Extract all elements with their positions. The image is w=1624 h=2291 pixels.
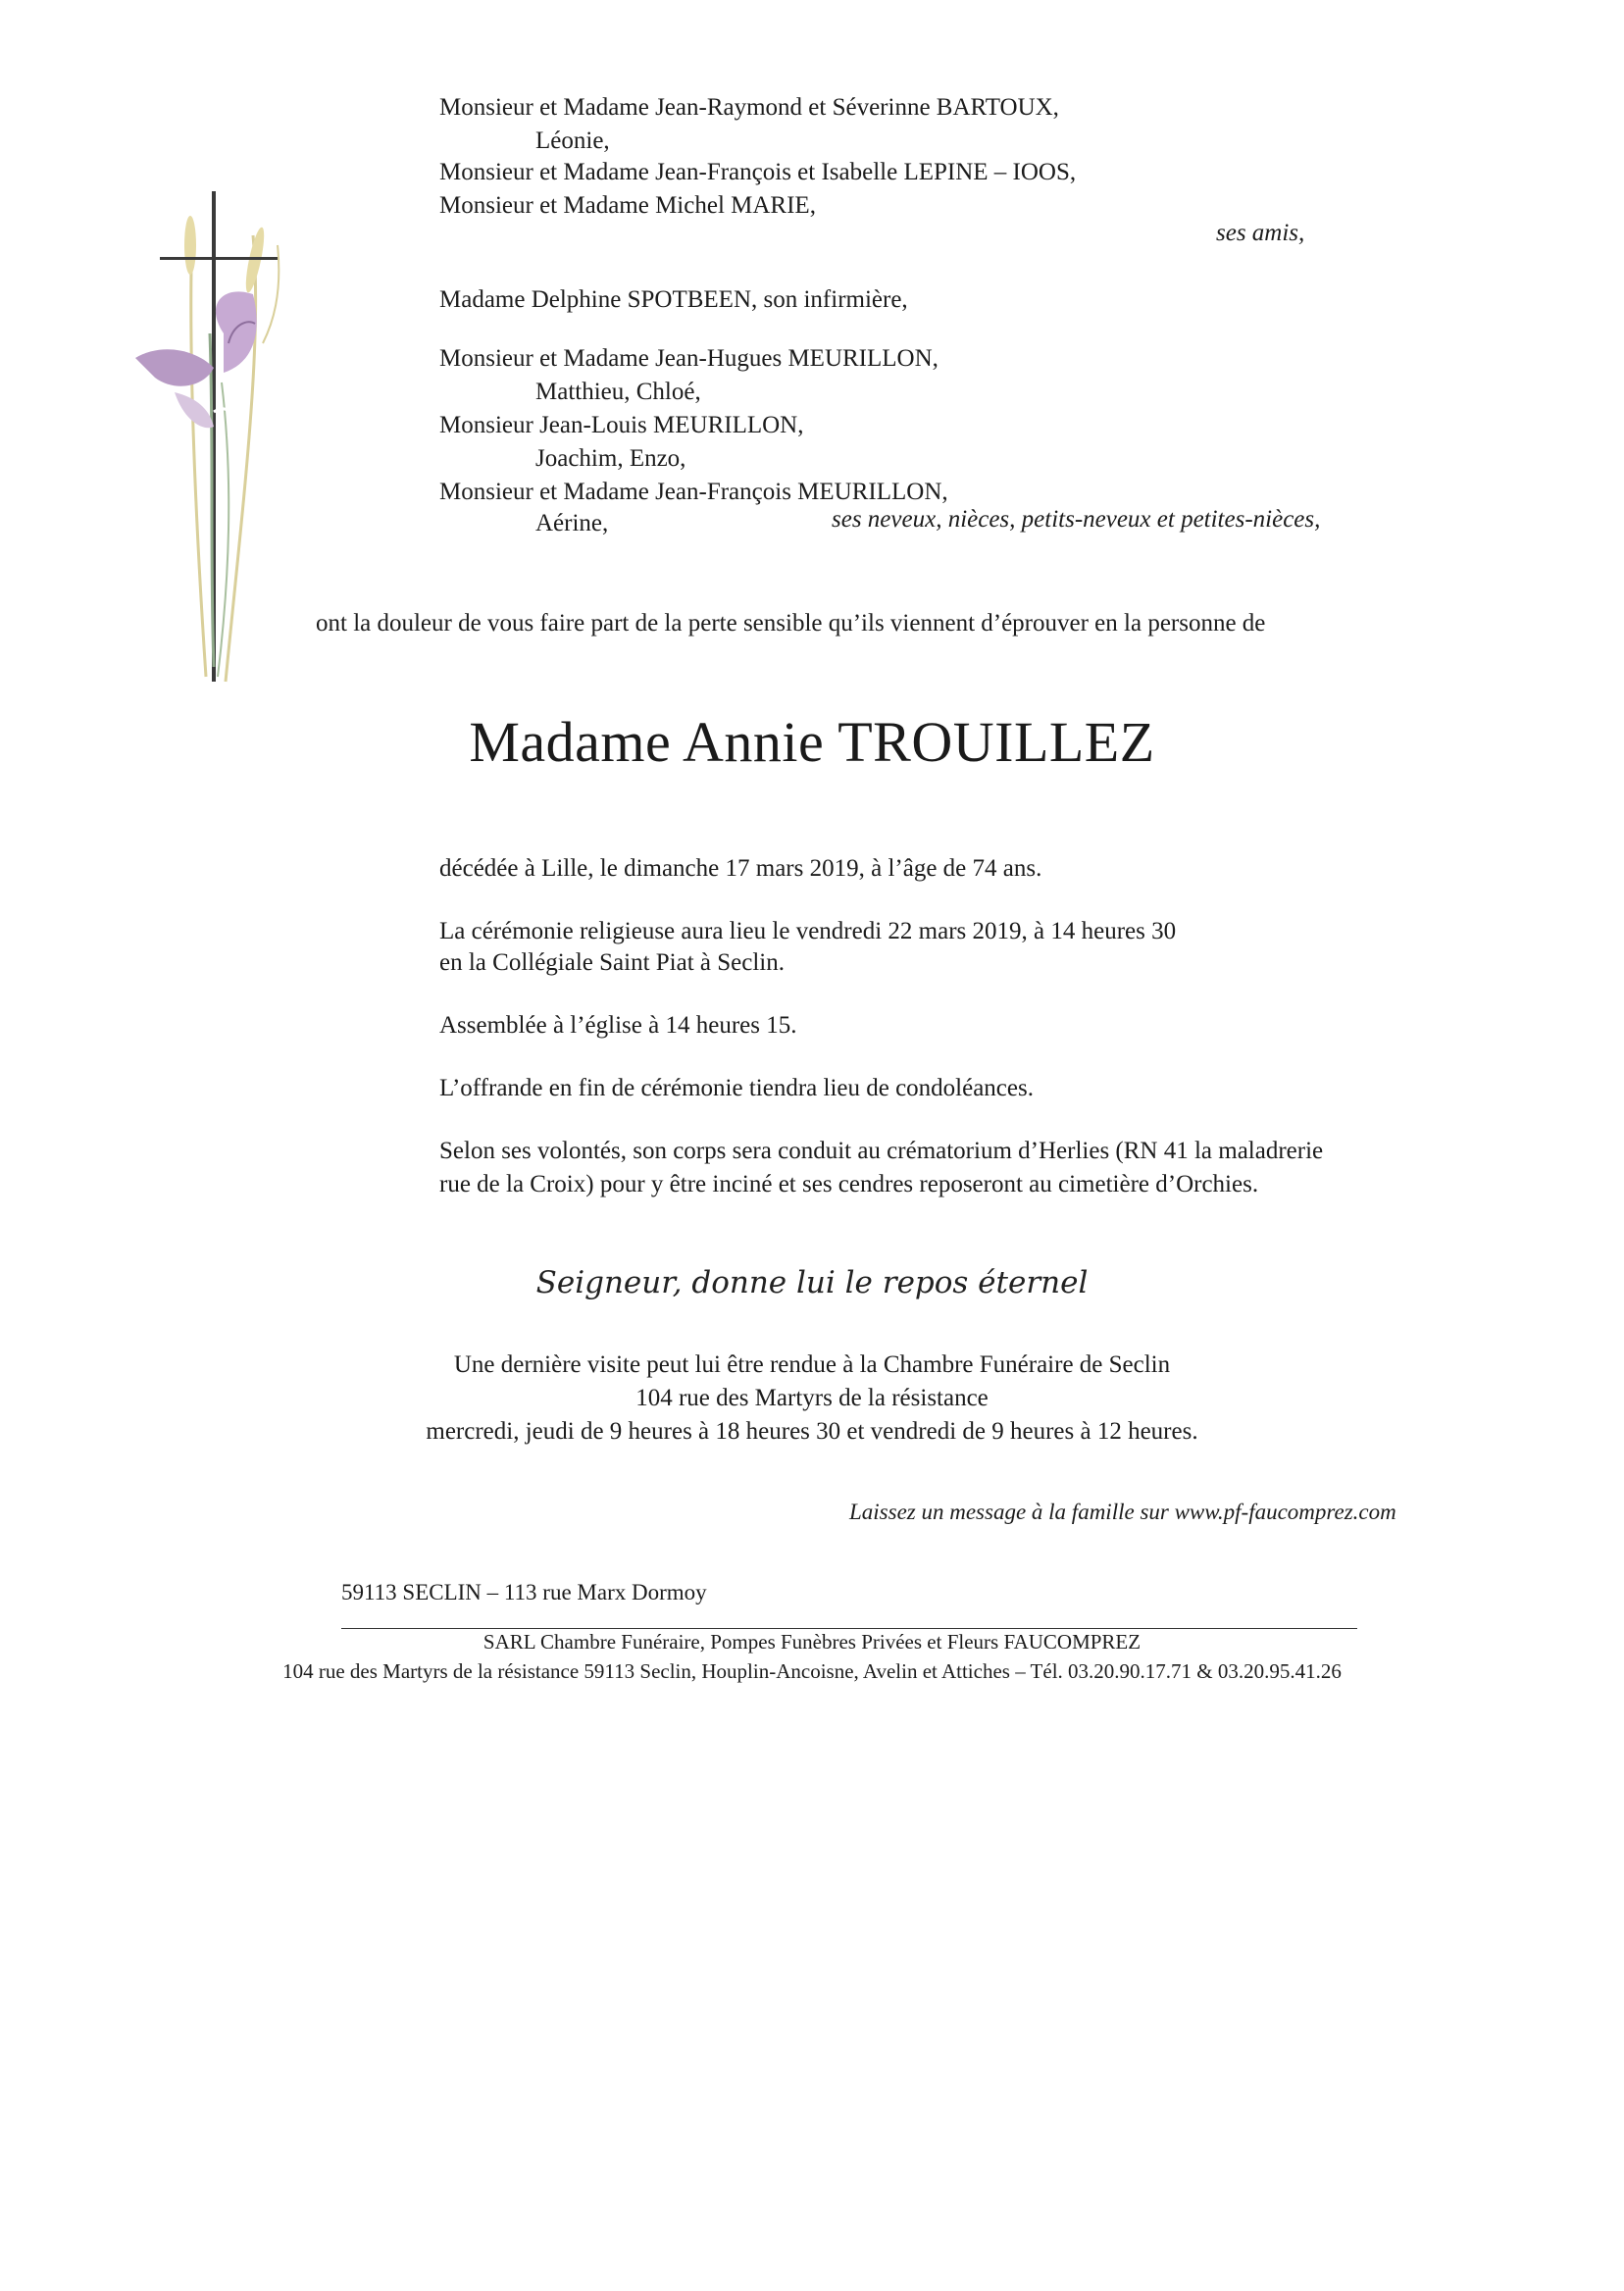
family-line: Monsieur et Madame Michel MARIE,	[439, 192, 816, 219]
online-message: Laissez un message à la famille sur www.pf-faucomprez.com	[849, 1500, 1396, 1524]
assembly-details: Assemblée à l’église à 14 heures 15.	[439, 1012, 797, 1039]
family-line: Monsieur et Madame Jean-François MEURILLON,	[439, 479, 948, 505]
deceased-name: Madame Annie TROUILLEZ	[469, 710, 1155, 774]
family-line: Léonie,	[535, 127, 610, 154]
address: 59113 SECLIN – 113 rue Marx Dormoy	[341, 1580, 707, 1604]
prayer: Seigneur, donne lui le repos éternel	[535, 1265, 1089, 1300]
family-line: Monsieur Jean-Louis MEURILLON,	[439, 412, 804, 438]
family-relation: ses neveux, nièces, petits-neveux et petites-nièces,	[832, 506, 1321, 533]
cross-and-calla-lily-icon	[116, 186, 312, 696]
footer-company: SARL Chambre Funéraire, Pompes Funèbres Privées et Fleurs FAUCOMPREZ	[482, 1630, 1142, 1654]
visit-info: mercredi, jeudi de 9 heures à 18 heures 30 et vendredi de 9 heures à 12 heures.	[426, 1418, 1198, 1445]
ceremony-details: La cérémonie religieuse aura lieu le vendredi 22 mars 2019, à 14 heures 30	[439, 918, 1177, 944]
wishes-details: Selon ses volontés, son corps sera conduit au crématorium d’Herlies (RN 41 la maladrerie	[439, 1138, 1324, 1164]
wishes-details: rue de la Croix) pour y être inciné et ses cendres reposeront au cimetière d’Orchies.	[439, 1171, 1259, 1197]
family-line: Monsieur et Madame Jean-François et Isabelle LEPINE – IOOS,	[439, 159, 1077, 185]
family-line: Madame Delphine SPOTBEEN, son infirmière,	[439, 286, 908, 313]
ceremony-details: en la Collégiale Saint Piat à Seclin.	[439, 949, 786, 976]
family-line: Matthieu, Chloé,	[535, 379, 701, 405]
family-line: Joachim, Enzo,	[535, 445, 686, 472]
family-line: Aérine,	[535, 510, 609, 536]
visit-info: 104 rue des Martyrs de la résistance	[635, 1385, 989, 1411]
family-relation: ses amis,	[1216, 220, 1305, 246]
visit-info: Une dernière visite peut lui être rendue à la Chambre Funéraire de Seclin	[453, 1351, 1171, 1378]
offering-details: L’offrande en fin de cérémonie tiendra lieu de condoléances.	[439, 1075, 1034, 1101]
death-details: décédée à Lille, le dimanche 17 mars 2019, à l’âge de 74 ans.	[439, 855, 1042, 882]
footer-contact: 104 rue des Martyrs de la résistance 59113 Seclin, Houplin-Ancoisne, Avelin et Attiches – Tél. 03.20.90.17.71 & 03.20.95.41.26	[282, 1659, 1342, 1683]
family-line: Monsieur et Madame Jean-Hugues MEURILLON,	[439, 345, 939, 372]
announcement: ont la douleur de vous faire part de la perte sensible qu’ils viennent d’éprouver en la personne de	[316, 610, 1266, 636]
family-line: Monsieur et Madame Jean-Raymond et Séverinne BARTOUX,	[439, 94, 1059, 121]
